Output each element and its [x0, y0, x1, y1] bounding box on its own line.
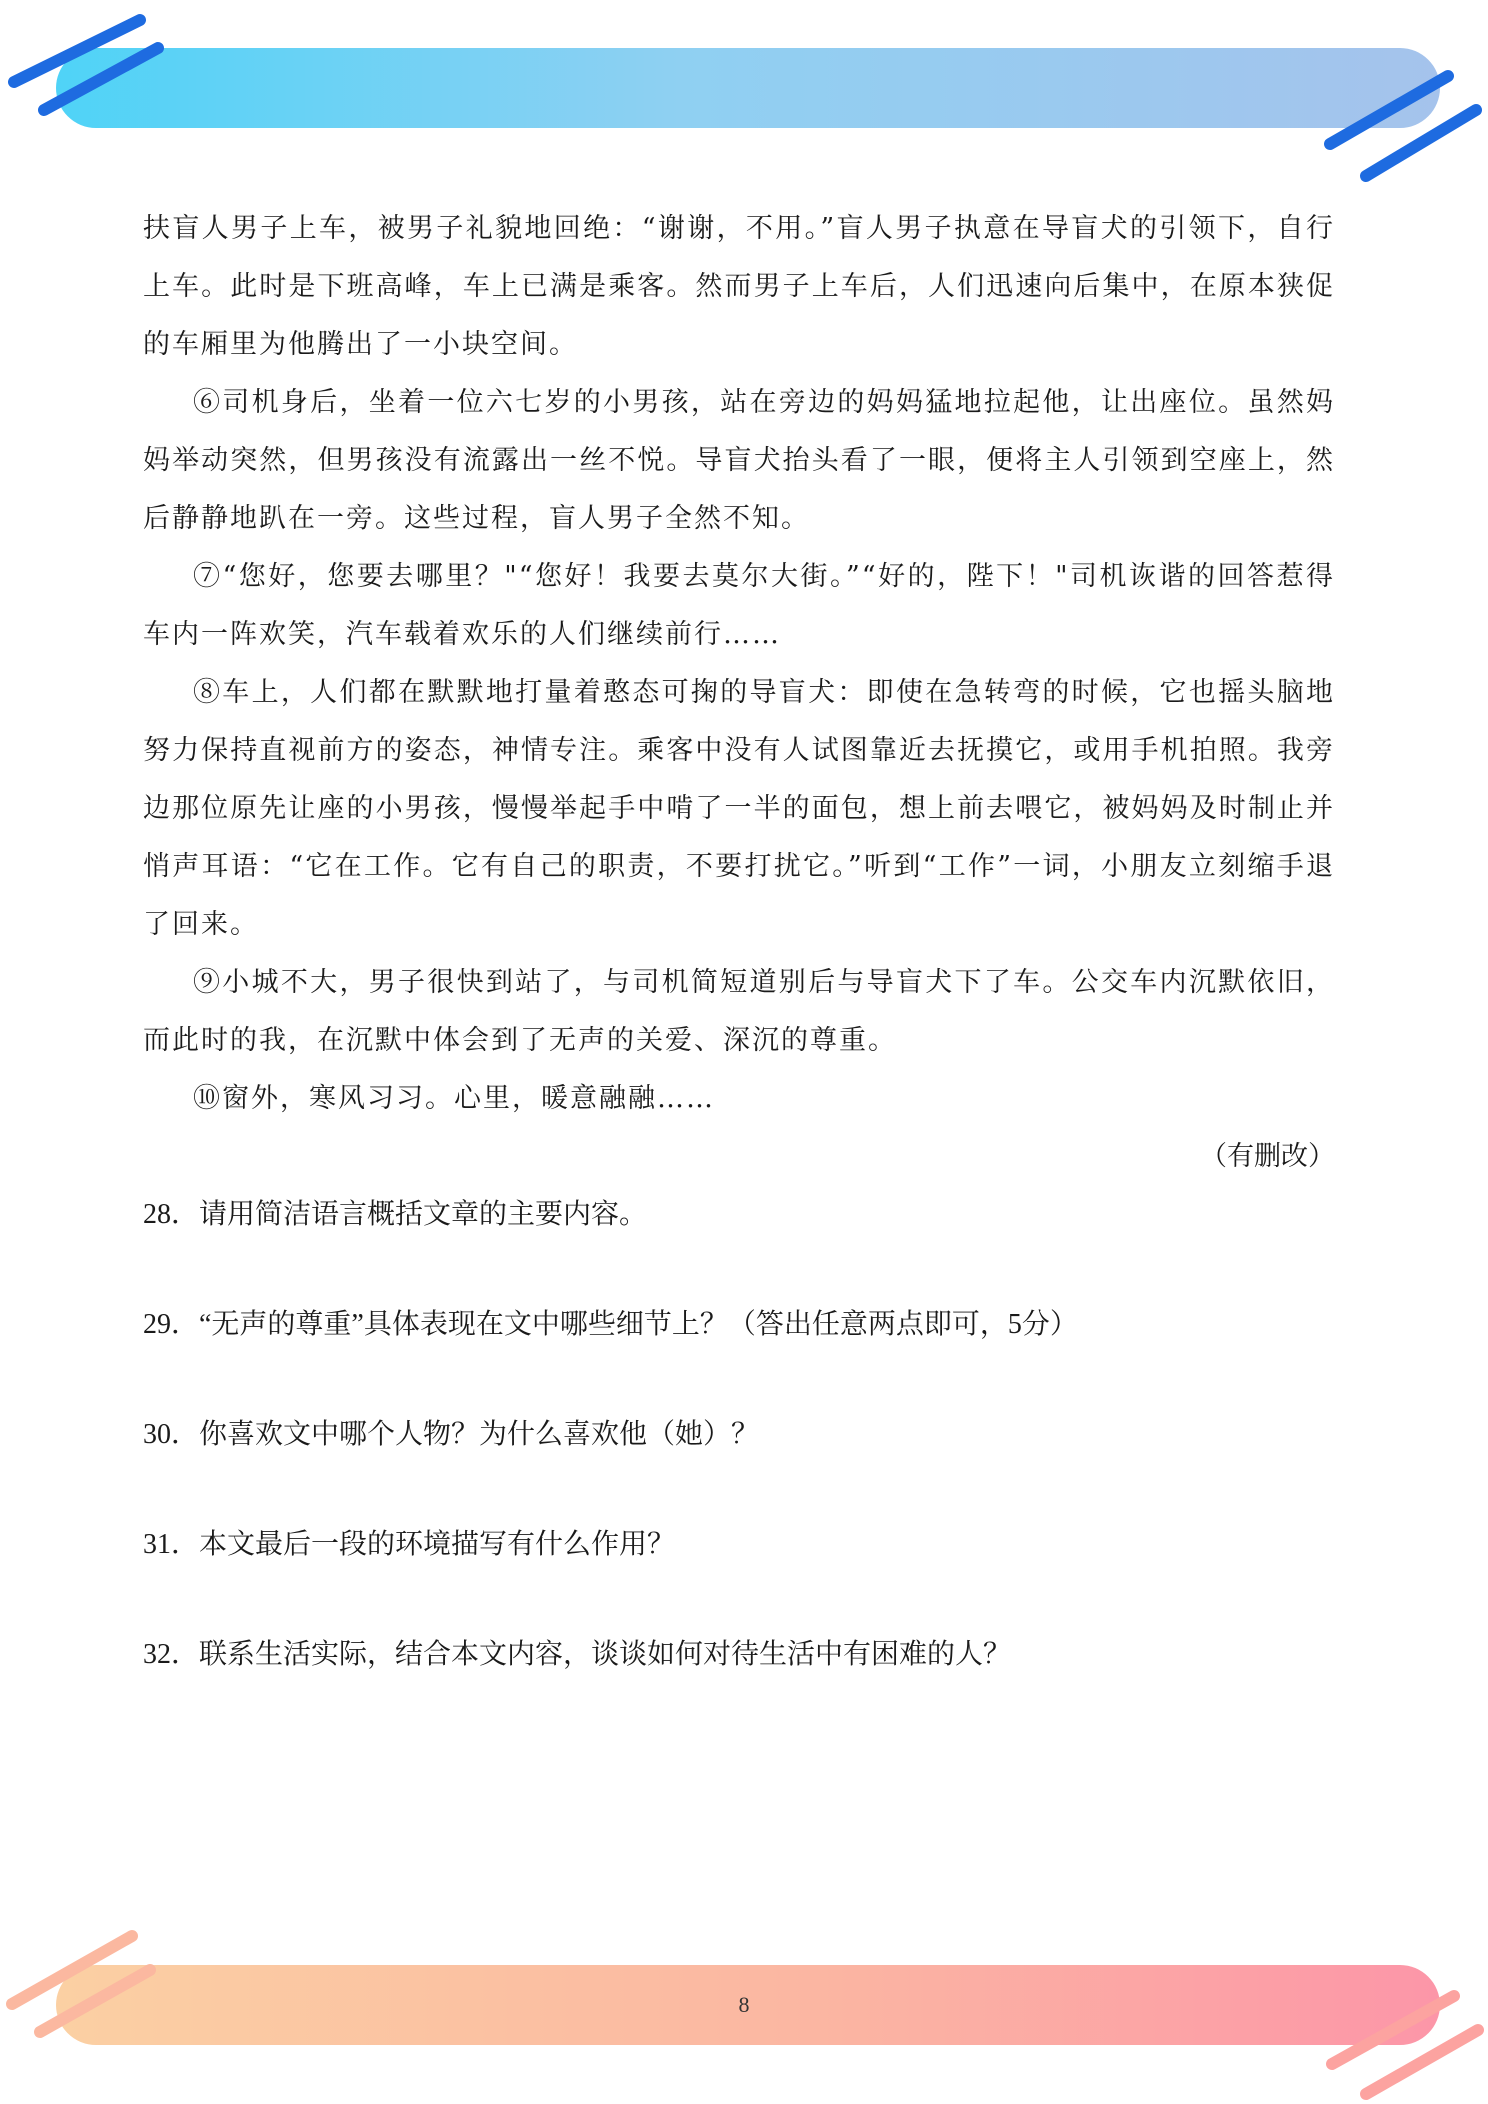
header-banner [56, 48, 1440, 128]
question-31: 31．本文最后一段的环境描写有什么作用？ [143, 1529, 676, 1560]
page-number: 8 [738, 1992, 750, 2017]
header-right-stripes-decoration [1318, 62, 1488, 192]
passage-paragraph-6: ⑥司机身后，坐着一位六七岁的小男孩，站在旁边的妈妈猛地拉起他，让出座位。虽然妈妈举动突然，但男孩没有流露出一丝不悦。导盲犬抬头看了一眼，便将主人引领到空座上，然后静静地趴在一旁。这些过程，盲人男子全然不知。 [143, 387, 1335, 534]
question-28: 28．请用简洁语言概括文章的主要内容。 [143, 1199, 648, 1230]
passage-paragraph-9: ⑨小城不大，男子很快到站了，与司机简短道别后与导盲犬下了车。公交车内沉默依旧，而此时的我，在沉默中体会到了无声的关爱、深沉的尊重。 [143, 967, 1335, 1056]
passage-paragraph-8: ⑧车上，人们都在默默地打量着憨态可掬的导盲犬：即使在急转弯的时候，它也摇头脑地努力保持直视前方的姿态，神情专注。乘客中没有人试图靠近去抚摸它，或用手机拍照。我旁边那位原先让座的小男孩，慢慢举起手中啃了一半的面包，想上前去喂它，被妈妈及时制止并悄声耳语：“它在工作。它有自己的职责，不要打扰它。”听到“工作”一词，小朋友立刻缩手退了回来。 [143, 677, 1335, 940]
header-left-stripes-decoration [0, 0, 170, 140]
question-32: 32．联系生活实际，结合本文内容，谈谈如何对待生活中有困难的人？ [143, 1639, 1012, 1670]
page-content [143, 200, 1335, 1736]
footer-left-stripes-decoration [0, 1920, 160, 2050]
question-list [143, 1186, 1335, 1684]
source-note: （有删改） [1200, 1141, 1335, 1172]
question-30: 30．你喜欢文中哪个人物？为什么喜欢他（她）？ [143, 1419, 760, 1450]
passage-paragraph-7: ⑦“您好，您要去哪里？"“您好！我要去莫尔大街。”“好的，陛下！"司机诙谐的回答惹得车内一阵欢笑，汽车载着欢乐的人们继续前行…… [143, 561, 1335, 650]
passage-paragraph-10: ⑩窗外，寒风习习。心里，暖意融融…… [193, 1083, 715, 1114]
passage-paragraph-continued: 扶盲人男子上车，被男子礼貌地回绝：“谢谢，不用。”盲人男子执意在导盲犬的引领下，自行上车。此时是下班高峰，车上已满是乘客。然而男子上车后，人们迅速向后集中，在原本狭促的车厢里为他腾出了一小块空间。 [143, 213, 1335, 360]
question-29: 29．“无声的尊重”具体表现在文中哪些细节上？（答出任意两点即可，5分） [143, 1309, 1078, 1340]
